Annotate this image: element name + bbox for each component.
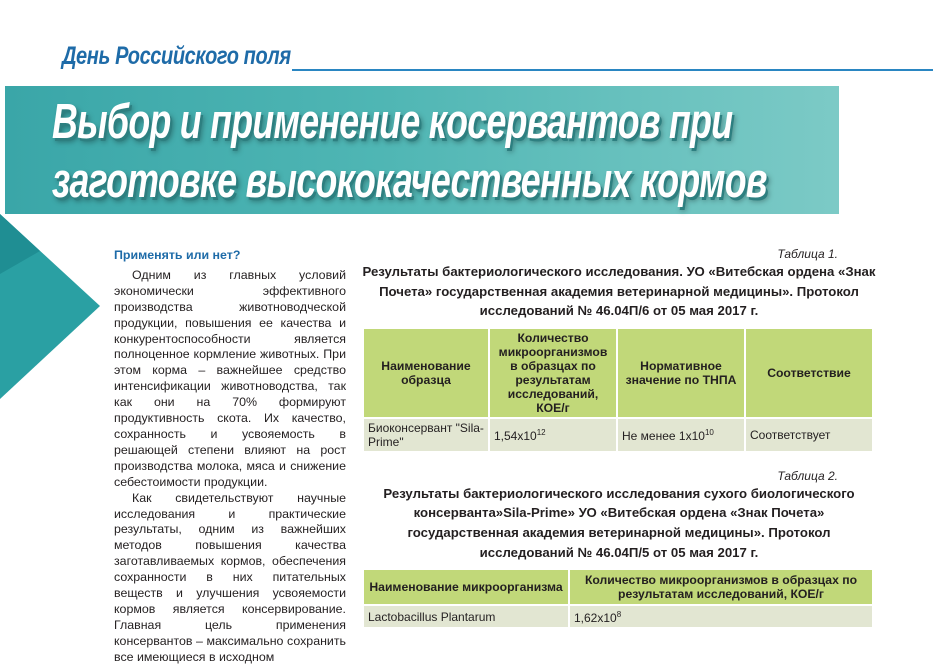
- table-1-header-cell: Нормативное значение по ТНПА: [617, 328, 745, 418]
- table-1-title: Результаты бактериологического исследования. УО «Витебская ордена «Знак Почета» государственная академия ветеринарной медицины». Протокол исследований № 46.04П/6 от 05 мая 2017 г.: [362, 264, 876, 319]
- count-cell: [489, 418, 617, 452]
- table-2-title: Результаты бактериологического исследования сухого биологического консерванта»Sila-Prime» УО «Витебская ордена «Знак Почета» государственная академия ветеринарной медицины». Протокол исследований № 46.04П/5 от 05 мая 2017 г.: [383, 485, 855, 560]
- norm-exponent: 10: [704, 428, 714, 438]
- norm-cell: [617, 418, 745, 452]
- count-base: 1,62x10: [574, 611, 617, 626]
- table-1-header-row: [363, 328, 873, 418]
- paragraph-2: Как свидетельствуют научные исследования и практические результаты, одним из важнейших методов повышения качества заготавливаемых кормов, обеспечения сохранности в них питательных веществ и улучшения усвояемости кормов является консервирование. Главная цель применения консервантов – максимально сохранить все имеющиеся в исходном: [114, 490, 346, 664]
- subheading: Применять или нет?: [114, 248, 241, 262]
- count-exponent: 8: [616, 610, 622, 620]
- decorative-triangle: [0, 214, 100, 399]
- table-2-header-cell: Количество микроорганизмов в образцах по результатам исследований, КОЕ/г: [569, 569, 873, 605]
- norm-base: Не менее 1x10: [622, 429, 705, 444]
- title-line-1: Выбор и применение косервантов при: [52, 95, 733, 149]
- tables-column: [362, 247, 876, 629]
- microorganism-name-cell: Lactobacillus Plantarum: [363, 605, 569, 628]
- article-body-left: [114, 248, 346, 666]
- section-header: День Российского поля: [62, 42, 291, 70]
- match-cell: Соответствует: [745, 418, 873, 452]
- title-line-2: заготовке высококачественных кормов: [52, 154, 767, 208]
- table-2-caption: Таблица 2.: [777, 468, 838, 483]
- table-2-header-cell: Наименование микроорганизма: [363, 569, 569, 605]
- count-exponent: 12: [536, 428, 546, 438]
- table-1-header-cell: Соответствие: [745, 328, 873, 418]
- table-2-header-row: [363, 569, 873, 605]
- table-row: [363, 418, 873, 452]
- table-1-caption: Таблица 1.: [777, 247, 838, 261]
- count-base: 1,54x10: [494, 429, 537, 444]
- count-cell: [569, 605, 873, 628]
- table-2: [362, 568, 874, 629]
- article-title: [52, 93, 767, 211]
- table-1: [362, 327, 874, 453]
- table-row: [363, 605, 873, 628]
- sample-name-cell: Биоконсервант "Sila-Prime": [363, 418, 489, 452]
- table-1-header-cell: Количество микроорганизмов в образцах по результатам исследований, КОЕ/г: [489, 328, 617, 418]
- header-rule: [292, 69, 933, 71]
- paragraph-1: Одним из главных условий экономически эффективного производства животноводческой продукции, повышения ее качества и конкурентоспособности является полноценное кормление животных. При этом корма – важнейшее средство интенсификации животноводства, так как они на 70% формируют продуктивность скота. Их качество, сохранность и усвояемость в решающей степени влияют на рост производства молока, мяса и снижение себестоимости продукции.: [114, 267, 346, 489]
- table-1-header-cell: Наименование образца: [363, 328, 489, 418]
